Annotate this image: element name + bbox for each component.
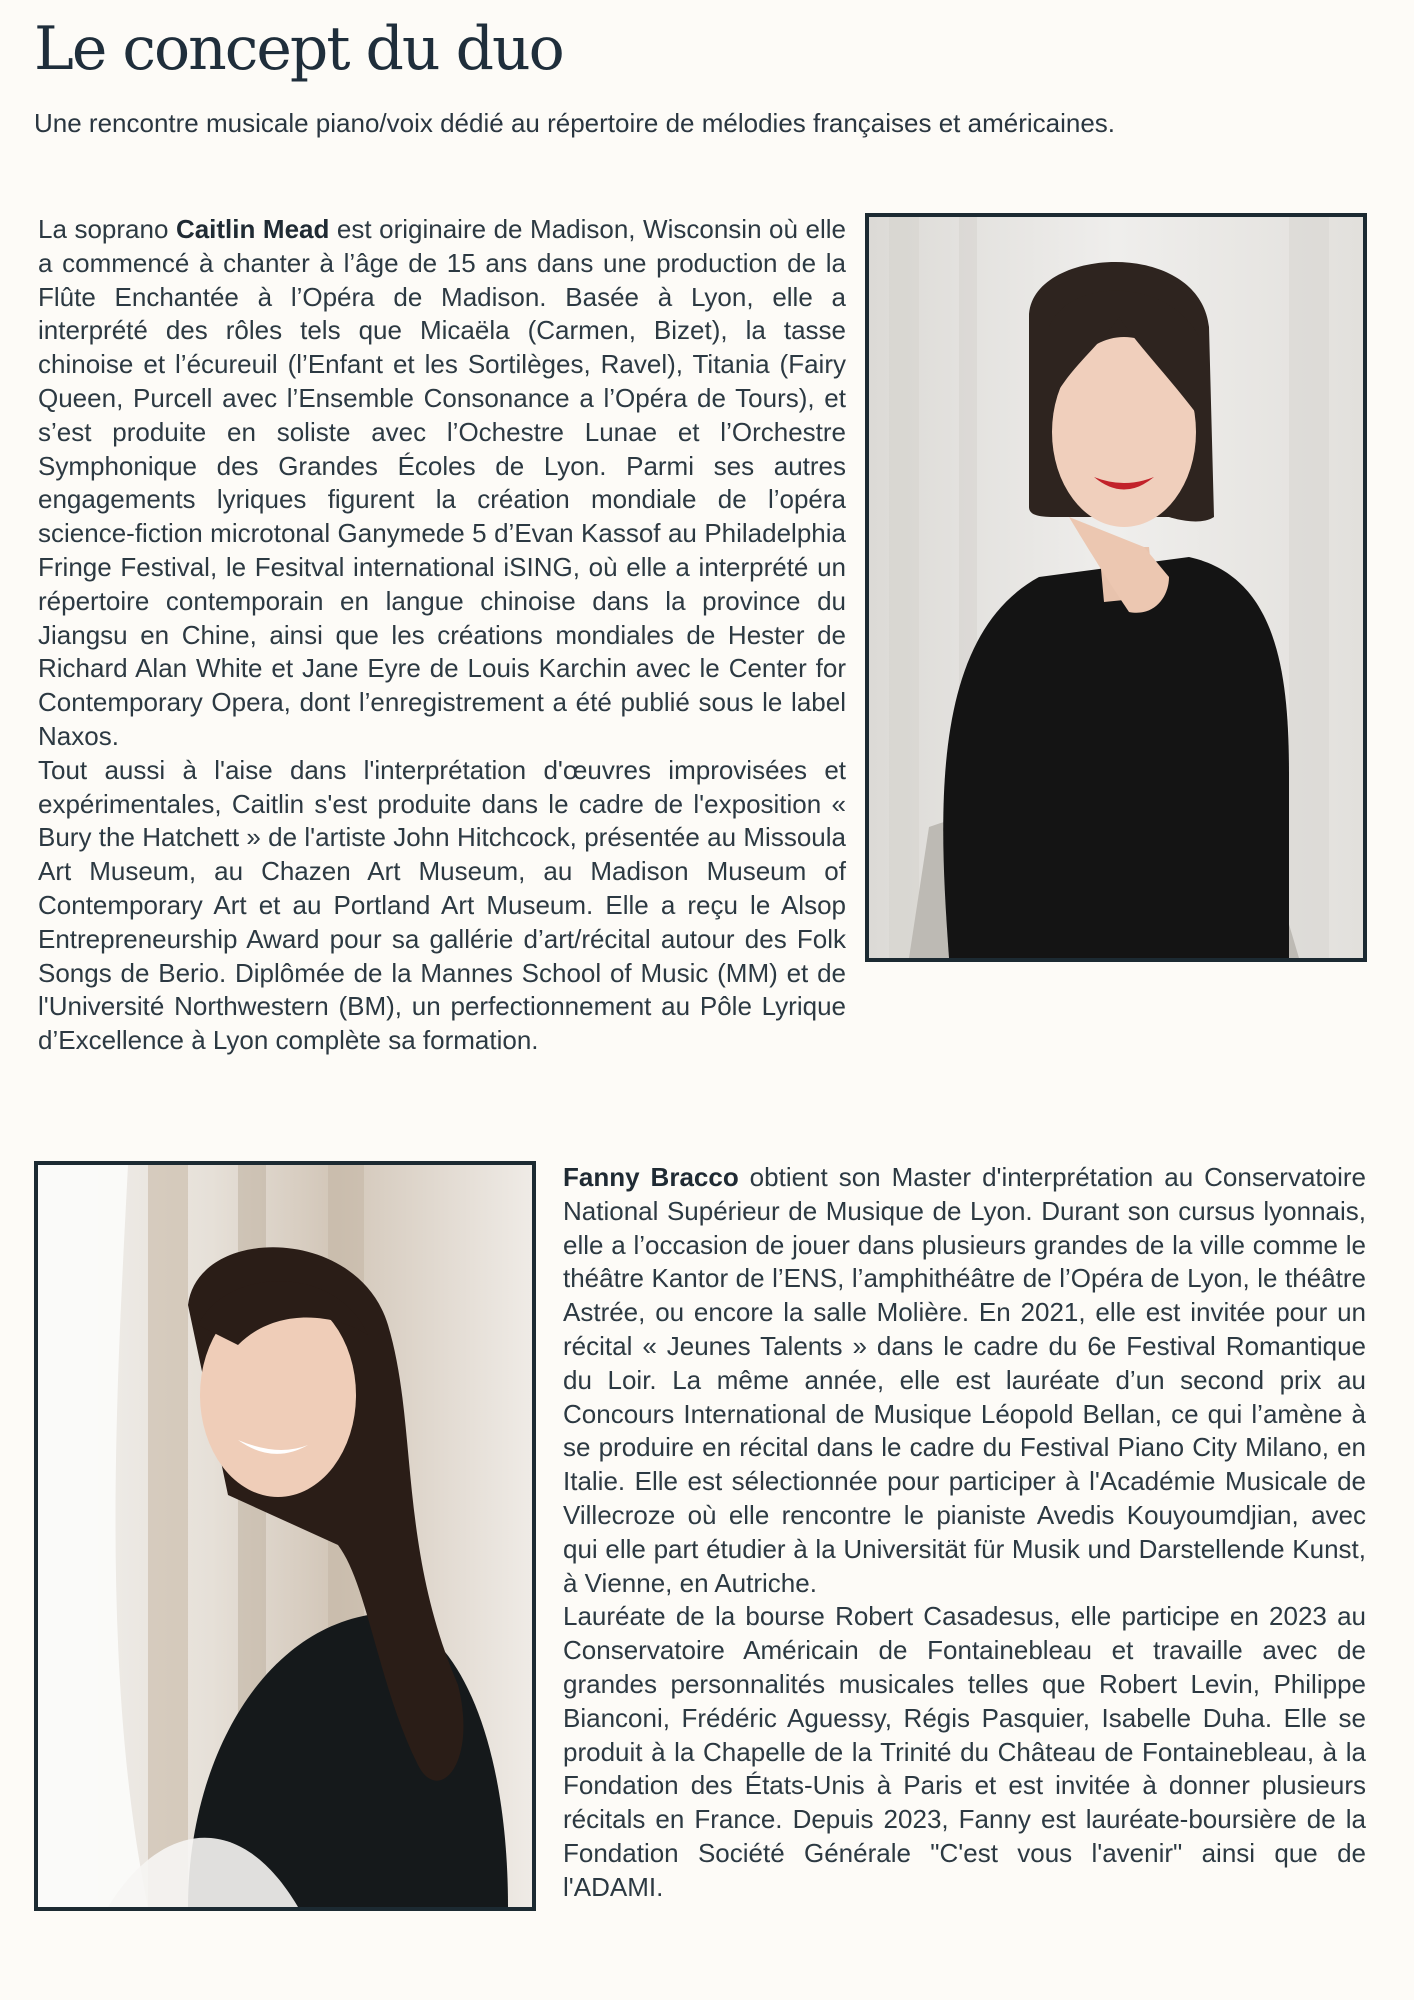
fanny-portrait-image bbox=[38, 1165, 532, 1907]
caitlin-name: Caitlin Mead bbox=[175, 214, 330, 244]
caitlin-bio-paragraph-2: Tout aussi à l'aise dans l'interprétation d'œuvres improvisées et expérimentales, Caitlin s'est produite dans le cadre de l'exposition « Bury the Hatchett » de l'artiste John Hitchcock, présentée au Missoula Art Museum, au Chazen Art Museum, au Madison Museum of Contemporary Art et au Portland Art Museum. Elle a reçu le Alsop Entrepreneurship Award pour sa gallérie d’art/récital autour des Folk Songs de Berio. Diplômée de la Mannes School of Music (MM) et de l'Université Northwestern (BM), un perfectionnement au Pôle Lyrique d’Excellence à Lyon complète sa formation. bbox=[38, 754, 846, 1056]
fanny-bio bbox=[563, 1161, 1366, 1905]
caitlin-bio-text-1: est originaire de Madison, Wisconsin où elle a commencé à chanter à l’âge de 15 ans dans une production de la Flûte Enchantée à l’Opéra de Madison. Basée à Lyon, elle a interprété des rôles tels que Micaëla (Carmen, Bizet), la tasse chinoise et l’écureuil (l’Enfant et les Sortilèges, Ravel), Titania (Fairy Queen, Purcell avec l’Ensemble Consonance a l’Opéra de Tours), et s’est produite en soliste avec l’Ochestre Lunae et l’Orchestre Symphonique des Grandes Écoles de Lyon. Parmi ses autres engagements lyriques figurent la création mondiale de l’opéra science-fiction microtonal Ganymede 5 d’Evan Kassof au Philadelphia Fringe Festival, le Fesitval international iSING, où elle a interprété un répertoire contemporain en langue chinoise dans la province du Jiangsu en Chine, ainsi que les créations mondiales de Hester de Richard Alan White et Jane Eyre de Louis Karchin avec le Center for Contemporary Opera, dont l’enregistrement a été publié sous le label Naxos. bbox=[38, 214, 846, 751]
fanny-bio-text-1: obtient son Master d'interprétation au Conservatoire National Supérieur de Musique de Lyon. Durant son cursus lyonnais, elle a l’occasion de jouer dans plusieurs grandes de la ville comme le théâtre Kantor de l’ENS, l’amphithéâtre de l’Opéra de Lyon, le théâtre Astrée, ou encore la salle Molière. En 2021, elle est invitée pour un récital « Jeunes Talents » dans le cadre du 6e Festival Romantique du Loir. La même année, elle est lauréate d’un second prix au Concours International de Musique Léopold Bellan, ce qui l’amène à se produire en récital dans le cadre du Festival Piano City Milano, en Italie. Elle est sélectionnée pour participer à l'Académie Musicale de Villecroze où elle rencontre le pianiste Avedis Kouyoumdjian, avec qui elle part étudier à la Universität für Musik und Darstellende Kunst, à Vienne, en Autriche. bbox=[563, 1162, 1366, 1598]
caitlin-bio-intro: La soprano bbox=[38, 214, 169, 244]
fanny-portrait-photo bbox=[34, 1161, 536, 1911]
caitlin-portrait-photo bbox=[865, 213, 1367, 962]
fanny-name: Fanny Bracco bbox=[563, 1162, 739, 1192]
page-title: Le concept du duo bbox=[34, 14, 563, 84]
caitlin-bio bbox=[38, 213, 846, 1058]
fanny-bio-paragraph-1 bbox=[563, 1161, 1366, 1600]
fanny-bio-paragraph-2: Lauréate de la bourse Robert Casadesus, elle participe en 2023 au Conservatoire Américain de Fontainebleau et travaille avec de grandes personnalités musicales telles que Robert Levin, Philippe Bianconi, Frédéric Aguessy, Régis Pasquier, Isabelle Duha. Elle se produit à la Chapelle de la Trinité du Château de Fontainebleau, à la Fondation des États-Unis à Paris et est invitée à donner plusieurs récitals en France. Depuis 2023, Fanny est lauréate-boursière de la Fondation Société Générale "C'est vous l'avenir" ainsi que de l'ADAMI. bbox=[563, 1601, 1366, 1902]
page-subtitle: Une rencontre musicale piano/voix dédié au répertoire de mélodies françaises et américaines. bbox=[34, 108, 1116, 138]
caitlin-bio-paragraph-1 bbox=[38, 213, 846, 754]
caitlin-portrait-image bbox=[869, 217, 1363, 958]
